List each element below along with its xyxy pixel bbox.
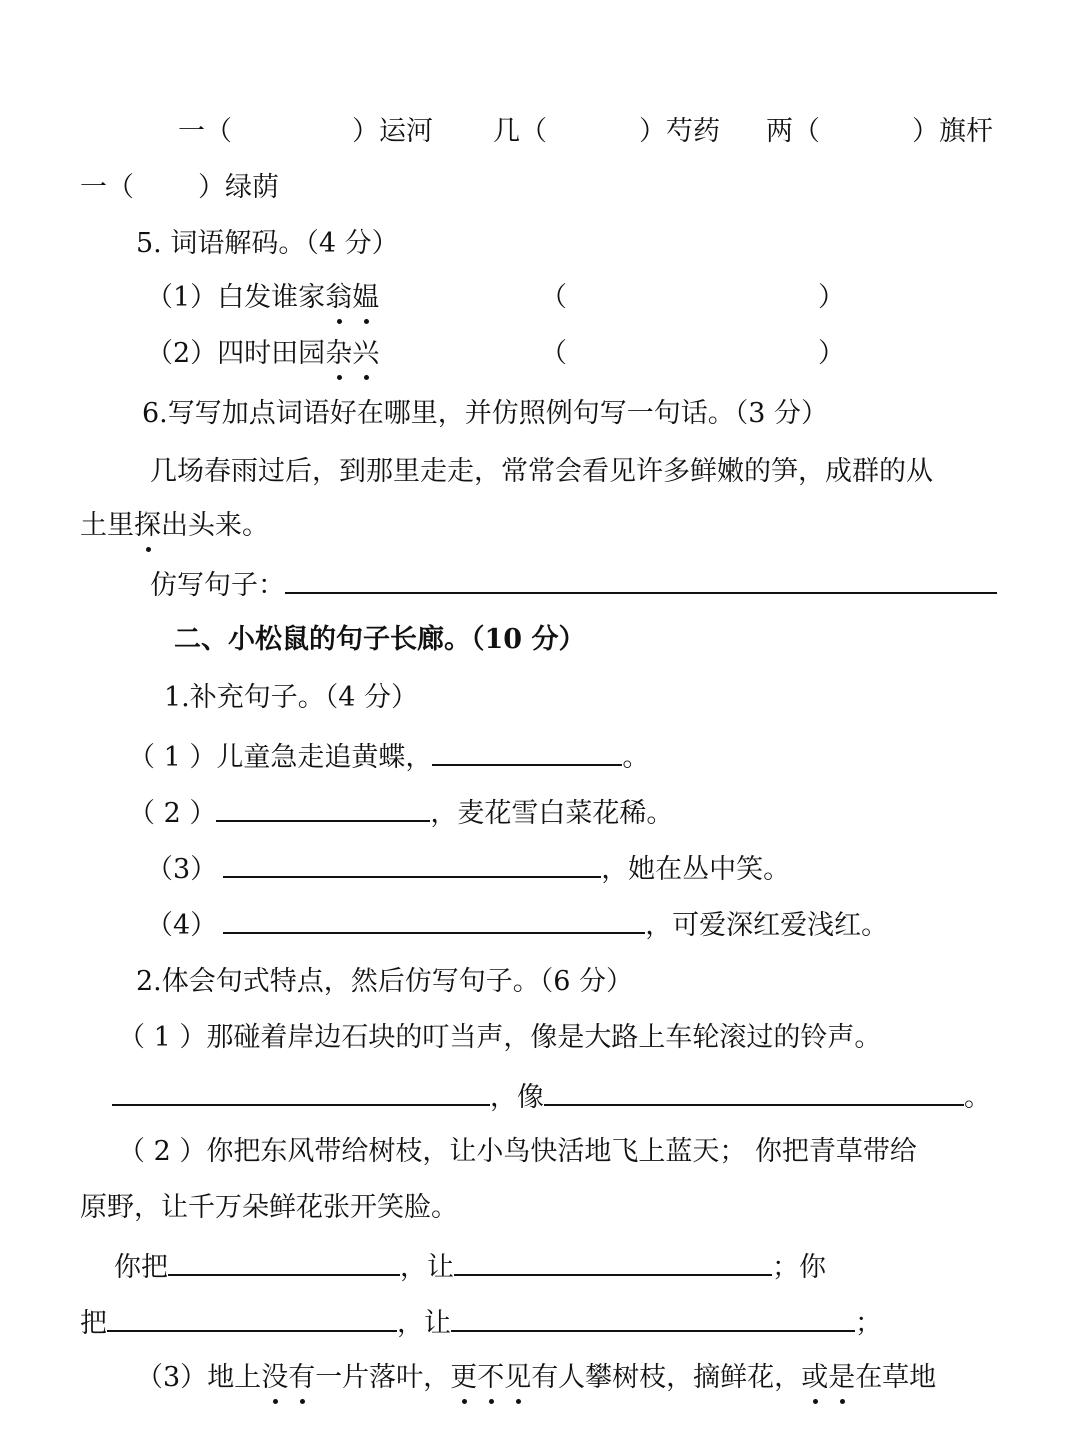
s2-q2-example-3 (136, 1358, 936, 1398)
s2-q1-item-4-text: ，可爱深红爱浅红。 (645, 910, 889, 941)
emphasis-char: 或 (801, 1358, 828, 1398)
s2-q2-ex2-label-c: ；你 (772, 1252, 826, 1283)
emphasis-char: 更 (450, 1358, 477, 1398)
q5-item-1 (146, 278, 379, 318)
measure-word-1-suffix: ）运河 (352, 116, 433, 147)
q6-sentence-line-2 (80, 506, 269, 546)
s2-q2-ex2-label-f: ； (855, 1308, 882, 1339)
s2-q1-item-4-num: （4） (146, 910, 218, 941)
emphasis-char: 没 (261, 1358, 288, 1398)
s2-q1-item-1-blank[interactable] (432, 736, 622, 766)
q5-item-2-text: 四时田园 (217, 338, 326, 369)
s2-q1-item-2 (128, 792, 673, 832)
section-2-title: 二、小松鼠的句子长廊。（10 分） (174, 624, 586, 655)
q5-item-1-open-paren: （ (540, 282, 567, 313)
q6-imitate-blank[interactable] (285, 564, 997, 594)
q5-item-1-dotted-2: 媪 (352, 278, 379, 318)
measure-word-4-prefix: 一（ (80, 172, 134, 203)
q6-title: 6.写写加点词语好在哪里，并仿照例句写一句话。（3 分） (142, 398, 829, 429)
s2-q2-example-2-fill-1 (114, 1246, 826, 1286)
text-segment: 地上 (207, 1362, 262, 1393)
s2-q2-ex2-blank-4[interactable] (451, 1302, 855, 1332)
s2-q2-ex1-like: ，像 (490, 1082, 544, 1113)
s2-q2-ex2-label-e: ，让 (397, 1308, 451, 1339)
q6-sentence-line-1: 几场春雨过后，到那里走走，常常会看见许多鲜嫩的笋，成群的从 (150, 456, 933, 487)
q6-sentence-dotted-word: 探 (134, 506, 161, 546)
text-segment: 一片落叶， (315, 1362, 451, 1393)
s2-q2-example-2-line-1: （ 2 ）你把东风带给树枝，让小鸟快活地飞上蓝天； 你把青草带给 (118, 1136, 917, 1167)
s2-q2-ex2-label-b: ，让 (400, 1252, 454, 1283)
s2-q2-example-1-fill (112, 1076, 991, 1116)
s2-q1-item-1-end: 。 (622, 742, 650, 773)
q5-title: 5. 词语解码。（4 分） (136, 228, 399, 259)
q5-item-1-num: （1） (146, 282, 218, 313)
emphasis-char: 有 (288, 1358, 315, 1398)
measure-word-1-prefix: 一（ (178, 116, 232, 147)
s2-q2-ex3-num: （3） (136, 1362, 208, 1393)
s2-q2-ex3-text (207, 1362, 936, 1393)
measure-word-3-suffix: ）旗杆 (912, 116, 993, 147)
s2-q2-ex1-blank-b[interactable] (544, 1076, 964, 1106)
s2-q1-item-1 (128, 736, 649, 776)
s2-q1-item-4 (146, 904, 888, 944)
s2-q2-example-1: （ 1 ）那碰着岸边石块的叮当声，像是大路上车轮滚过的铃声。 (118, 1022, 882, 1053)
s2-q2-example-2-fill-2 (80, 1302, 882, 1342)
s2-q1-item-3-blank[interactable] (223, 848, 601, 878)
text-segment: 在草地 (855, 1362, 937, 1393)
q5-item-2-close-paren: ） (818, 338, 845, 369)
s2-q1-item-2-num: （ 2 ） (128, 798, 217, 829)
s2-q2-ex2-label-d: 把 (80, 1308, 107, 1339)
q5-item-1-dotted-1: 翁 (325, 278, 352, 318)
s2-q1-item-2-blank[interactable] (216, 792, 430, 822)
measure-word-4-suffix: ）绿荫 (198, 172, 279, 203)
text-segment: 有人攀树枝，摘鲜花， (531, 1362, 802, 1393)
s2-q1-item-3-text: ，她在丛中笑。 (601, 854, 791, 885)
s2-q2-example-2-line-2: 原野，让千万朵鲜花张开笑脸。 (80, 1192, 458, 1223)
measure-word-2-prefix: 几（ (493, 116, 547, 147)
q5-item-2 (146, 334, 379, 374)
emphasis-char: 是 (828, 1358, 855, 1398)
s2-q1-item-1-text: 儿童急走追黄蝶， (216, 742, 433, 773)
measure-word-3-prefix: 两（ (766, 116, 820, 147)
s2-q2-ex2-blank-2[interactable] (454, 1246, 772, 1276)
measure-word-2-suffix: ）芍药 (639, 116, 720, 147)
q6-sentence-post: 出头来。 (161, 510, 269, 541)
emphasis-char: 见 (504, 1358, 531, 1398)
measure-word-row-1 (178, 112, 993, 152)
s2-q2-ex1-blank-a[interactable] (112, 1076, 490, 1106)
s2-q2-ex1-end: 。 (964, 1082, 991, 1113)
s2-q2-title: 2.体会句式特点，然后仿写句子。（6 分） (136, 966, 634, 997)
q6-imitate-label: 仿写句子： (150, 570, 285, 601)
q5-item-2-open-paren: （ (540, 338, 567, 369)
emphasis-char: 不 (477, 1358, 504, 1398)
q5-item-2-dotted-1: 杂 (325, 334, 352, 374)
s2-q2-ex2-blank-1[interactable] (168, 1246, 400, 1276)
s2-q1-item-4-blank[interactable] (223, 904, 645, 934)
q5-item-2-num: （2） (146, 338, 218, 369)
measure-word-row-2 (80, 168, 279, 208)
q5-item-1-close-paren: ） (818, 282, 845, 313)
s2-q1-item-3 (146, 848, 790, 888)
q6-imitate-row (150, 564, 997, 604)
s2-q1-item-2-text: ，麦花雪白菜花稀。 (430, 798, 674, 829)
s2-q2-ex2-blank-3[interactable] (107, 1302, 397, 1332)
s2-q2-ex2-label-a: 你把 (114, 1252, 168, 1283)
q5-item-1-text: 白发谁家 (217, 282, 326, 313)
s2-q1-title: 1.补充句子。（4 分） (164, 682, 419, 713)
s2-q1-item-3-num: （3） (146, 854, 218, 885)
s2-q1-item-1-num: （ 1 ） (128, 742, 217, 773)
q5-item-2-dotted-2: 兴 (352, 334, 379, 374)
q6-sentence-pre: 土里 (80, 510, 134, 541)
